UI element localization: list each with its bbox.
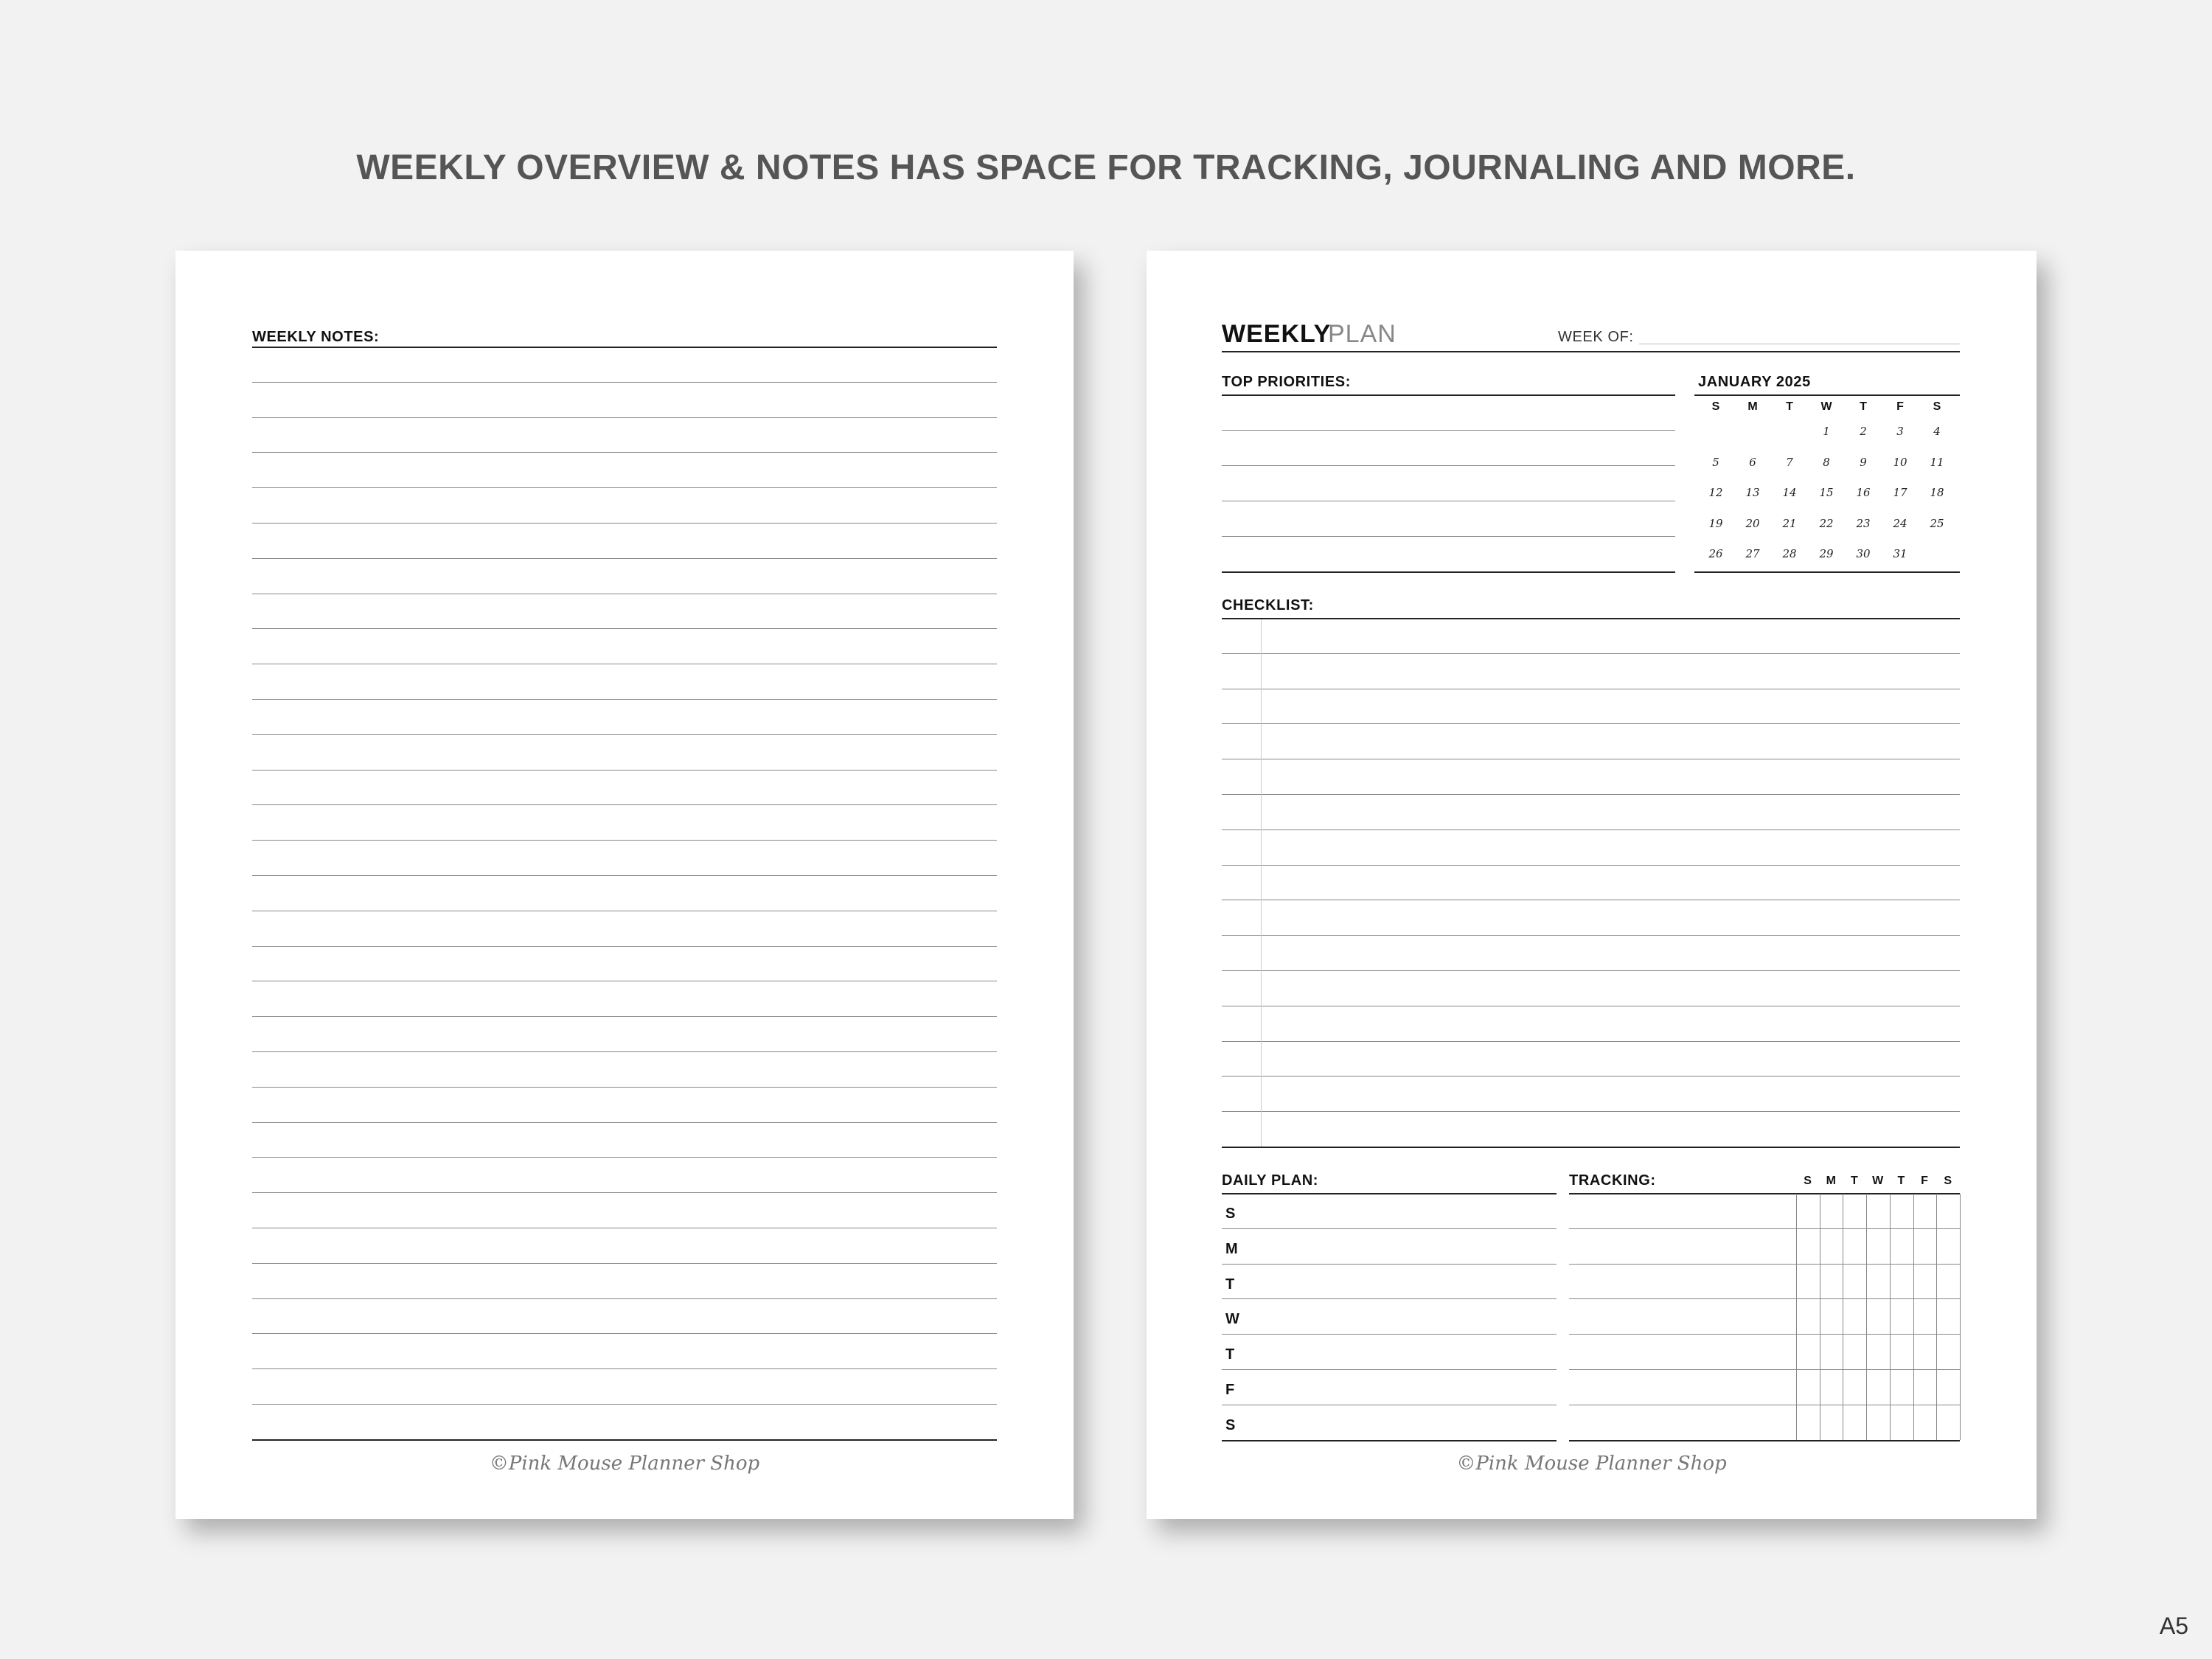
calendar-weekday: T <box>1860 400 1867 413</box>
calendar-header-rule <box>1694 394 1960 396</box>
note-line <box>252 946 997 947</box>
calendar-day: 16 <box>1856 486 1871 499</box>
calendar-day: 28 <box>1782 547 1797 560</box>
calendar-day: 6 <box>1749 455 1756 469</box>
calendar-weekday: W <box>1820 400 1832 413</box>
notes-header-rule <box>252 347 997 348</box>
daily-plan-day: S <box>1225 1206 1236 1222</box>
daily-plan-line <box>1222 1440 1557 1441</box>
checklist-header-rule <box>1222 618 1960 619</box>
note-line <box>252 1192 997 1193</box>
tracking-day-header: F <box>1921 1175 1929 1187</box>
tracking-day-header: T <box>1897 1175 1905 1187</box>
note-line <box>252 558 997 559</box>
checklist-line <box>1222 970 1960 971</box>
note-line <box>252 1439 997 1441</box>
calendar-day: 20 <box>1745 516 1760 530</box>
note-line <box>252 1263 997 1264</box>
calendar-day: 4 <box>1933 425 1941 438</box>
paper-size-tag: A5 <box>2159 1613 2188 1639</box>
calendar-weekday: S <box>1711 400 1720 413</box>
title-rule <box>1222 351 1960 352</box>
note-line <box>252 523 997 524</box>
checklist-line <box>1222 1111 1960 1112</box>
daily-plan-day: T <box>1225 1276 1235 1293</box>
calendar-day: 10 <box>1893 455 1907 469</box>
priority-line <box>1222 430 1675 431</box>
calendar-weekday: F <box>1896 400 1904 413</box>
note-line <box>252 1122 997 1123</box>
calendar-day: 29 <box>1819 547 1834 560</box>
note-line <box>252 875 997 876</box>
title-plan: PLAN <box>1328 320 1397 348</box>
note-line <box>252 840 997 841</box>
checklist-line <box>1222 865 1960 866</box>
priority-line <box>1222 465 1675 466</box>
calendar-day: 11 <box>1930 455 1944 469</box>
week-of-label: WEEK OF: <box>1558 329 1634 345</box>
calendar-day: 27 <box>1745 547 1760 560</box>
priorities-header-rule <box>1222 394 1675 396</box>
calendar-day: 3 <box>1896 425 1904 438</box>
calendar-day: 24 <box>1893 516 1907 530</box>
checklist-line <box>1222 794 1960 795</box>
note-line <box>252 734 997 735</box>
tracking-column-line <box>1796 1194 1797 1440</box>
calendar-day: 1 <box>1823 425 1830 438</box>
calendar-month: JANUARY 2025 <box>1698 374 1811 390</box>
checklist-line <box>1222 1076 1960 1077</box>
tracking-column-line <box>1960 1194 1961 1440</box>
calendar-day: 7 <box>1786 455 1793 469</box>
note-line <box>252 487 997 488</box>
calendar-day: 19 <box>1708 516 1723 530</box>
checkbox-column-line <box>1261 619 1262 1147</box>
calendar-day: 25 <box>1930 516 1944 530</box>
daily-plan-line <box>1222 1369 1557 1370</box>
tracking-column-line <box>1890 1194 1891 1440</box>
note-line <box>252 1298 997 1299</box>
calendar-day: 26 <box>1708 547 1723 560</box>
daily-plan-day: T <box>1225 1346 1235 1363</box>
footer-credit: ©Pink Mouse Planner Shop <box>1456 1453 1727 1475</box>
daily-plan-line <box>1222 1228 1557 1229</box>
daily-plan-day: F <box>1225 1382 1235 1398</box>
calendar-day: 18 <box>1930 486 1944 499</box>
calendar-day: 23 <box>1856 516 1871 530</box>
checklist-line <box>1222 723 1960 724</box>
tracking-line <box>1569 1334 1960 1335</box>
calendar-day: 17 <box>1893 486 1907 499</box>
checklist-line <box>1222 1147 1960 1148</box>
priority-line <box>1222 571 1675 573</box>
calendar-day: 8 <box>1823 455 1830 469</box>
tracking-day-header: S <box>1804 1175 1812 1187</box>
tracking-day-header: M <box>1826 1175 1837 1187</box>
calendar-day: 13 <box>1745 486 1760 499</box>
tracking-line <box>1569 1228 1960 1229</box>
note-line <box>252 699 997 700</box>
note-line <box>252 1333 997 1334</box>
tracking-column-line <box>1936 1194 1937 1440</box>
weekly-notes-label: WEEKLY NOTES: <box>252 329 380 345</box>
calendar-day: 15 <box>1819 486 1834 499</box>
note-line <box>252 1157 997 1158</box>
calendar-weekday: M <box>1747 400 1758 413</box>
tracking-line <box>1569 1369 1960 1370</box>
tracking-day-header: S <box>1944 1175 1952 1187</box>
calendar-day: 12 <box>1708 486 1723 499</box>
headline: WEEKLY OVERVIEW & NOTES HAS SPACE FOR TRACKING, JOURNALING AND MORE. <box>356 148 1856 187</box>
weekly-plan-page <box>1147 251 2037 1519</box>
note-line <box>252 1087 997 1088</box>
note-line <box>252 1016 997 1017</box>
daily-plan-label: DAILY PLAN: <box>1222 1172 1319 1189</box>
daily-plan-header-rule <box>1222 1193 1557 1194</box>
calendar-bottom-rule <box>1694 571 1960 573</box>
daily-plan-day: W <box>1225 1311 1240 1328</box>
calendar-day: 2 <box>1860 425 1867 438</box>
calendar-day: 30 <box>1856 547 1871 560</box>
tracking-header-rule <box>1569 1193 1960 1194</box>
note-line <box>252 452 997 453</box>
calendar-day: 5 <box>1712 455 1719 469</box>
top-priorities-label: TOP PRIORITIES: <box>1222 374 1351 390</box>
checklist-label: CHECKLIST: <box>1222 597 1314 613</box>
calendar-weekday: T <box>1786 400 1793 413</box>
calendar-day: 31 <box>1893 547 1907 560</box>
tracking-line <box>1569 1298 1960 1299</box>
footer-credit: ©Pink Mouse Planner Shop <box>489 1453 760 1475</box>
tracking-line <box>1569 1264 1960 1265</box>
checklist-line <box>1222 935 1960 936</box>
calendar-day: 22 <box>1819 516 1834 530</box>
tracking-day-header: W <box>1872 1175 1884 1187</box>
daily-plan-line <box>1222 1264 1557 1265</box>
tracking-label: TRACKING: <box>1569 1172 1656 1189</box>
note-line <box>252 1368 997 1369</box>
note-line <box>252 770 997 771</box>
calendar-day: 21 <box>1782 516 1797 530</box>
note-line <box>252 628 997 629</box>
checklist-line <box>1222 653 1960 654</box>
daily-plan-line <box>1222 1298 1557 1299</box>
note-line <box>252 382 997 383</box>
calendar-day: 9 <box>1860 455 1867 469</box>
tracking-line <box>1569 1440 1960 1441</box>
tracking-column-line <box>1913 1194 1914 1440</box>
note-line <box>252 1051 997 1052</box>
calendar-weekday: S <box>1933 400 1941 413</box>
tracking-day-header: T <box>1851 1175 1859 1187</box>
daily-plan-line <box>1222 1334 1557 1335</box>
title-weekly: WEEKLY <box>1222 320 1332 348</box>
note-line <box>252 417 997 418</box>
note-line <box>252 1404 997 1405</box>
tracking-column-line <box>1866 1194 1867 1440</box>
weekly-notes-page <box>175 251 1074 1519</box>
daily-plan-day: M <box>1225 1240 1239 1257</box>
daily-plan-day: S <box>1225 1416 1236 1433</box>
calendar-day: 14 <box>1782 486 1797 499</box>
note-line <box>252 804 997 805</box>
priority-line <box>1222 536 1675 537</box>
checklist-line <box>1222 1041 1960 1042</box>
